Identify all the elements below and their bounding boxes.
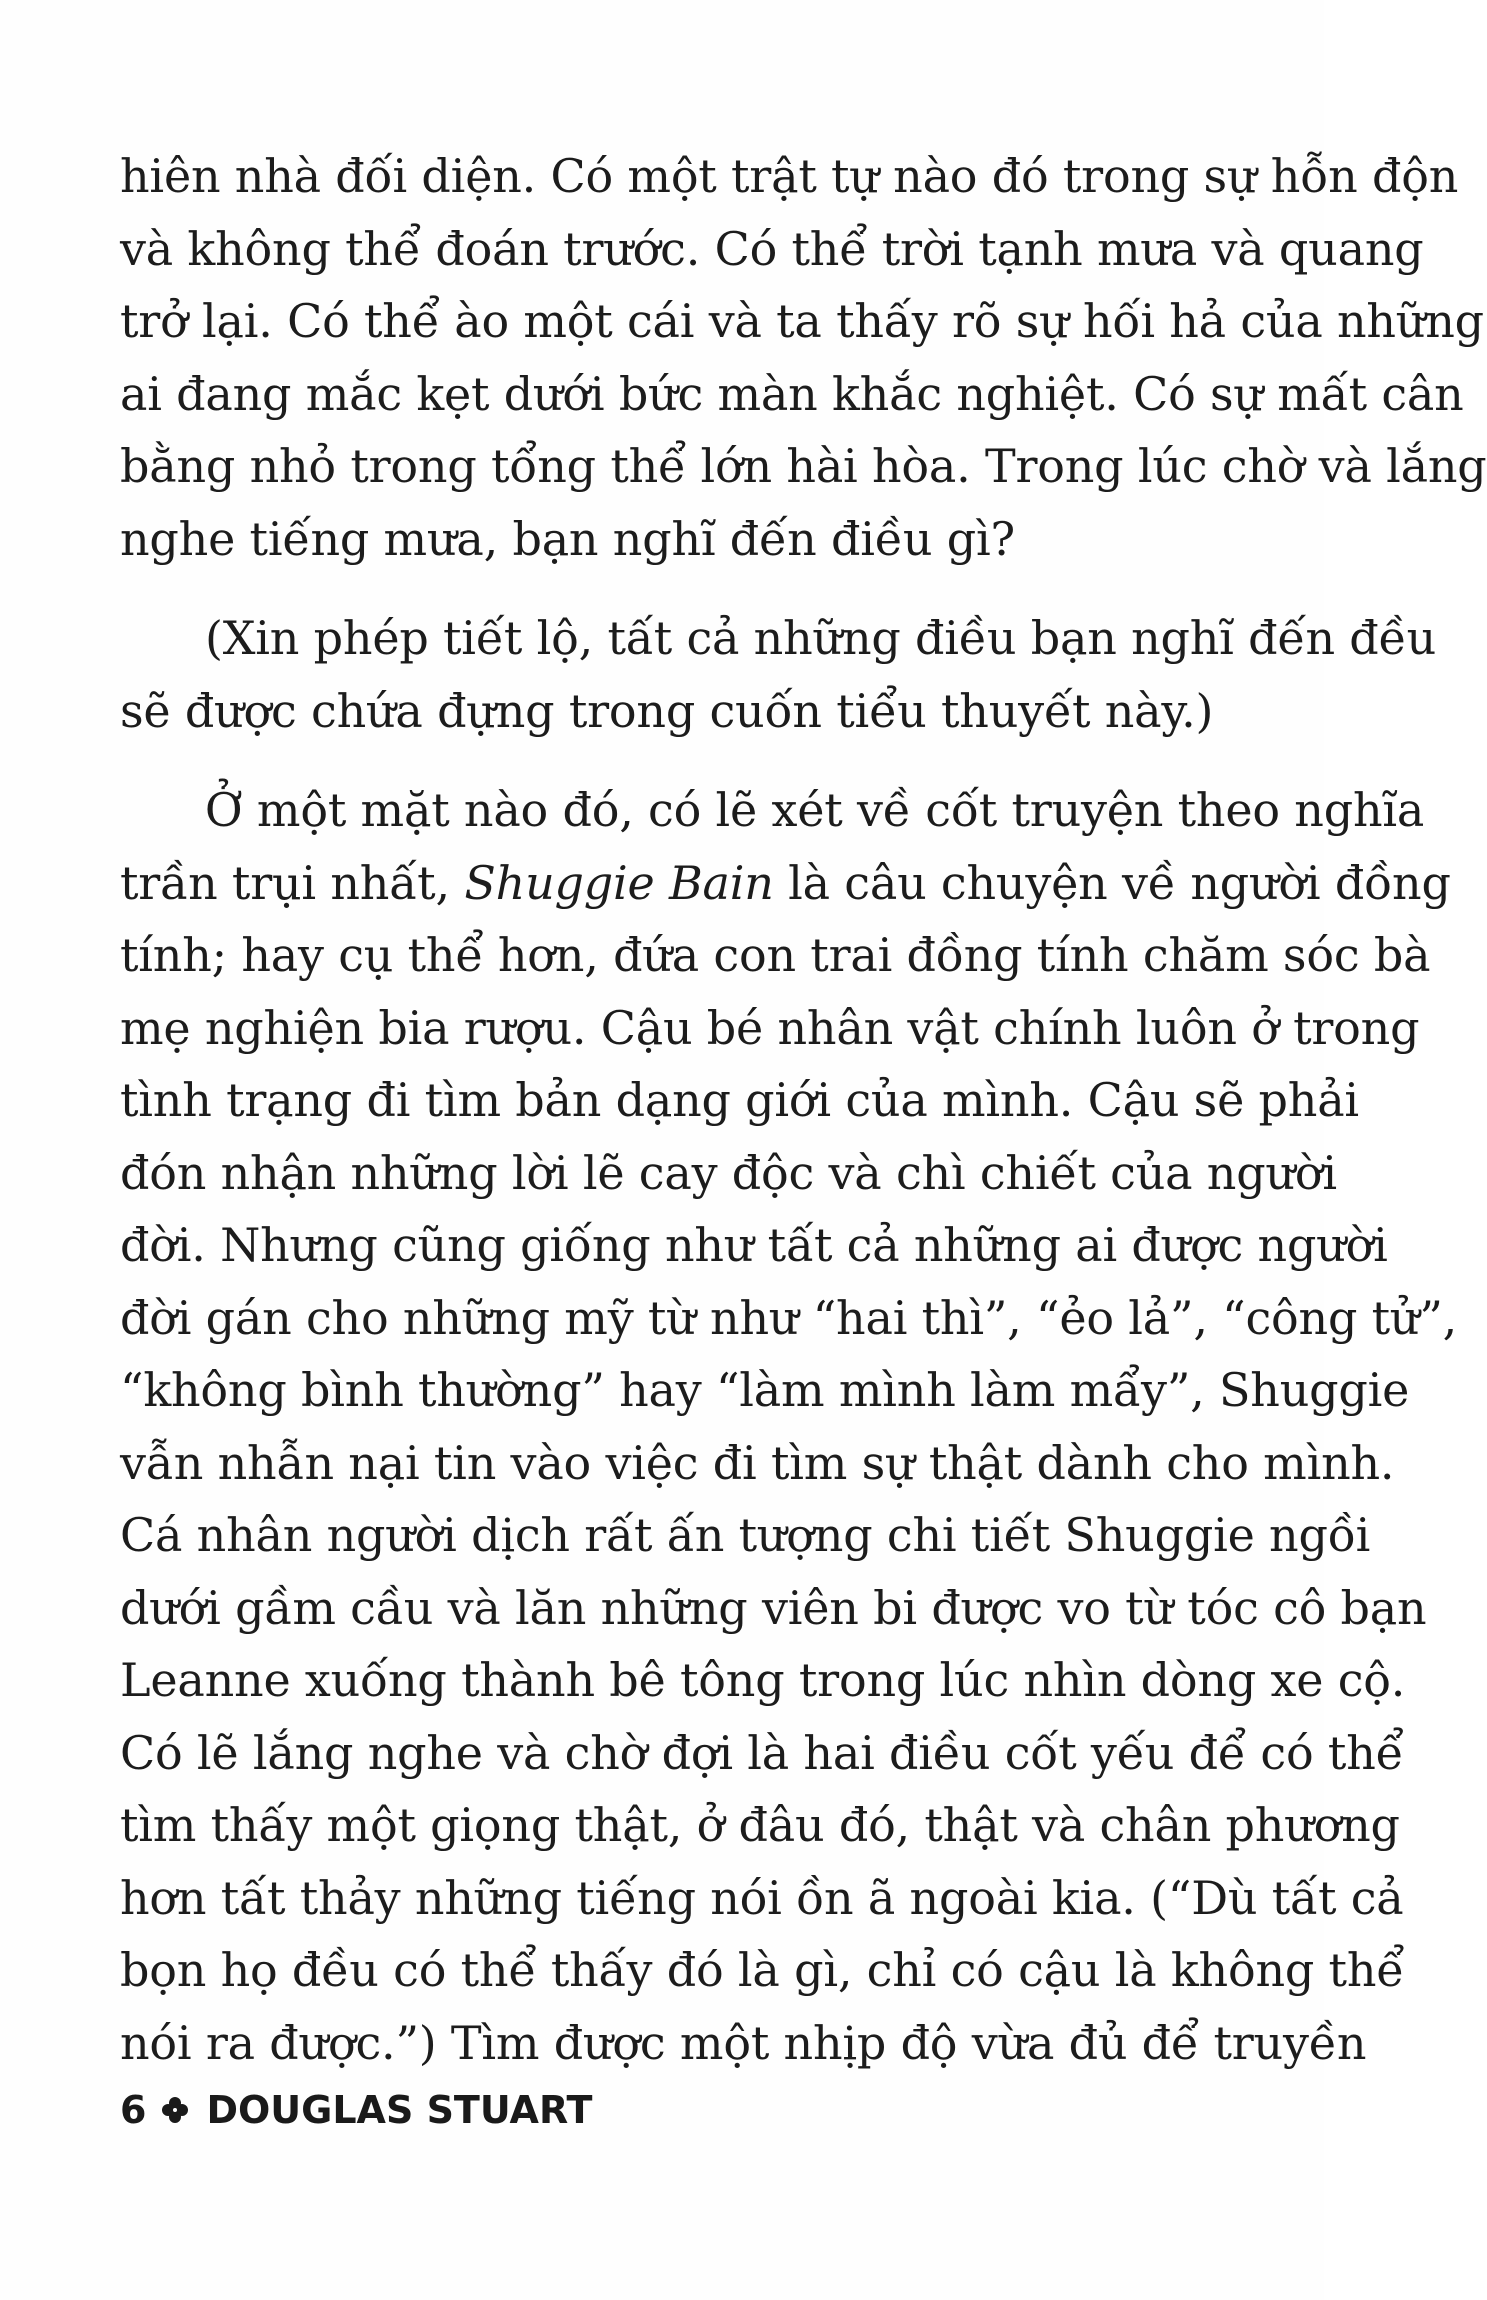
text-run: là câu chuyện về người đồng — [773, 855, 1451, 910]
book-title: Shuggie Bain — [464, 855, 774, 910]
text-line: Cá nhân người dịch rất ấn tượng chi tiết Shuggie ngồi — [120, 1508, 1371, 1562]
paragraph-2 — [120, 602, 1437, 747]
text-line: hơn tất thảy những tiếng nói ồn ã ngoài kia. (“Dù tất cả — [120, 1870, 1404, 1925]
author-name: DOUGLAS STUART — [206, 2088, 593, 2132]
text-run: trần trụi nhất, — [120, 855, 465, 910]
text-line: hiên nhà đối diện. Có một trật tự nào đó trong sự hỗn độn — [120, 149, 1459, 203]
text-line: sẽ được chứa đựng trong cuốn tiểu thuyết này.) — [120, 683, 1214, 738]
text-line: và không thể đoán trước. Có thể trời tạnh mưa và quang — [120, 221, 1424, 276]
text-line: nghe tiếng mưa, bạn nghĩ đến điều gì? — [120, 511, 1015, 566]
text-line: mẹ nghiện bia rượu. Cậu bé nhân vật chính luôn ở trong — [120, 1000, 1420, 1055]
text-line: đời gán cho những mỹ từ như “hai thì”, “ẻo lả”, “công tử”, — [120, 1290, 1458, 1345]
text-line: ai đang mắc kẹt dưới bức màn khắc nghiệt. Có sự mất cân — [120, 366, 1464, 421]
text-line: bằng nhỏ trong tổng thể lớn hài hòa. Trong lúc chờ và lắng — [120, 439, 1487, 493]
text-line: tính; hay cụ thể hơn, đứa con trai đồng tính chăm sóc bà — [120, 928, 1431, 982]
text-line: nói ra được.”) Tìm được một nhịp độ vừa đủ để truyền — [120, 2015, 1367, 2070]
flower-ornament-icon — [160, 2095, 190, 2125]
text-line: tình trạng đi tìm bản dạng giới của mình. Cậu sẽ phải — [120, 1073, 1359, 1127]
text-line: “không bình thường” hay “làm mình làm mẩy”, Shuggie — [120, 1363, 1410, 1417]
text-line: đời. Nhưng cũng giống như tất cả những ai được người — [120, 1218, 1388, 1272]
paragraph-1 — [120, 140, 1487, 575]
text-line: (Xin phép tiết lộ, tất cả những điều bạn nghĩ đến đều — [205, 611, 1437, 665]
text-line: vẫn nhẫn nại tin vào việc đi tìm sự thật dành cho mình. — [120, 1435, 1395, 1490]
text-line: bọn họ đều có thể thấy đó là gì, chỉ có cậu là không thể — [120, 1943, 1405, 1997]
page-footer — [120, 2080, 592, 2140]
text-line: tìm thấy một giọng thật, ở đâu đó, thật và chân phương — [120, 1798, 1400, 1852]
page-number: 6 — [120, 2088, 147, 2132]
text-line: Có lẽ lắng nghe và chờ đợi là hai điều cốt yếu để có thể — [120, 1725, 1404, 1780]
text-line: dưới gầm cầu và lăn những viên bi được vo từ tóc cô bạn — [120, 1580, 1427, 1635]
text-line — [120, 847, 1451, 920]
text-line: trở lại. Có thể ào một cái và ta thấy rõ sự hối hả của những — [120, 294, 1484, 348]
body-text — [120, 140, 1487, 2079]
text-line: Ở một mặt nào đó, có lẽ xét về cốt truyện theo nghĩa — [205, 783, 1425, 837]
text-line: đón nhận những lời lẽ cay độc và chì chiết của người — [120, 1145, 1337, 1200]
paragraph-3 — [120, 774, 1458, 2079]
text-line: Leanne xuống thành bê tông trong lúc nhìn dòng xe cộ. — [120, 1653, 1406, 1707]
